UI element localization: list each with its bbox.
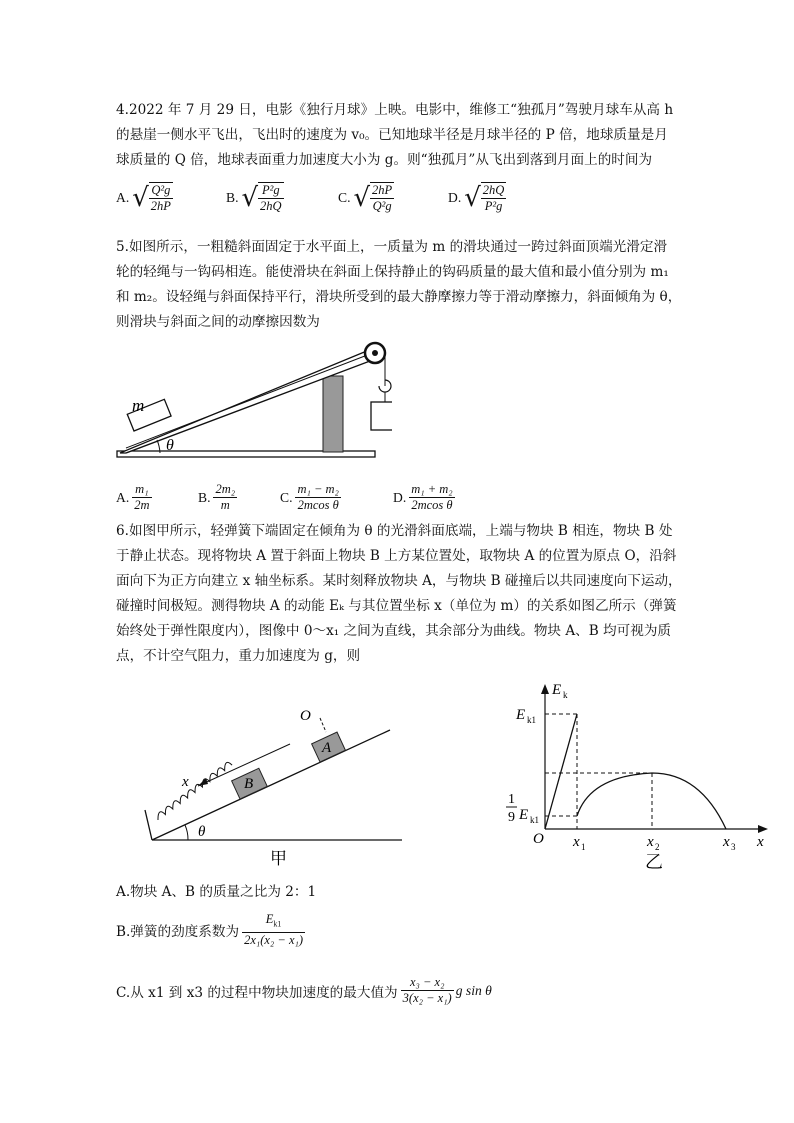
- svg-text:k: k: [563, 690, 568, 700]
- q4-option-c: C. √ $\frac{2hP}{\text{Q²g}}$: [338, 183, 393, 213]
- jia-label-b: B: [244, 776, 254, 792]
- svg-text:1: 1: [581, 842, 586, 852]
- q6-option-b: B.弹簧的劲度系数为 $\frac{E_{k1}}{\text{2x₁(x₂ − x₁)}}$: [116, 912, 304, 947]
- q6-line4: 碰撞时间极短。测得物块 A 的动能 Eₖ 与其位置坐标 x（单位为 m）的关系如图乙所示（弹簧: [116, 598, 677, 614]
- svg-text:k1: k1: [530, 815, 539, 825]
- yi-ninth-num: 1: [508, 792, 515, 807]
- q6-line1: 6.如图甲所示，轻弹簧下端固定在倾角为 θ 的光滑斜面底端，上端与物块 B 相连，物块 B 处: [116, 523, 673, 539]
- yi-x-axis-label: x: [757, 834, 764, 850]
- svg-text:3: 3: [731, 842, 736, 852]
- q5-line4: 则滑块与斜面之间的动摩擦因数为: [116, 314, 320, 330]
- q4-line2: 的悬崖一侧水平飞出，飞出时的速度为 v₀。已知地球半径是月球半径的 P 倍，地球质量是月: [116, 127, 668, 143]
- yi-x3-label: x: [723, 834, 730, 850]
- q5-line1: 5.如图所示，一粗糙斜面固定于水平面上，一质量为 m 的滑块通过一跨过斜面顶端光滑定滑: [116, 239, 668, 255]
- jia-label-a: A: [322, 740, 332, 756]
- q5-option-b: B. $\frac{\text{2m₂}}{m}$: [198, 482, 236, 512]
- q4-line3: 球质量的 Q 倍，地球表面重力加速度大小为 g。则“独孤月”从飞出到落到月面上的时间为: [116, 152, 653, 168]
- figure-yi: [500, 676, 780, 876]
- q6-line3: 面向下为正方向建立 x 轴坐标系。某时刻释放物块 A，与物块 B 碰撞后以共同速度向下运动，: [116, 573, 682, 589]
- q4-option-d: D. √ $\frac{2hQ}{\text{P²g}}$: [448, 183, 505, 213]
- yi-origin-label: O: [533, 831, 544, 847]
- incline-pulley-figure: [112, 336, 392, 466]
- yi-caption: 乙: [645, 852, 663, 872]
- q6-line2: 于静止状态。现将物块 A 置于斜面上物块 B 上方某位置处，取物块 A 的位置为原点 O，沿斜: [116, 548, 677, 564]
- support-pillar: [323, 376, 343, 452]
- svg-text:2: 2: [655, 842, 660, 852]
- q6-option-a: A.物块 A、B 的质量之比为 2：1: [116, 884, 317, 900]
- hook-weight: [371, 402, 392, 430]
- q6-line6: 点，不计空气阻力，重力加速度为 g，则: [116, 648, 361, 664]
- jia-label-o: O: [300, 708, 311, 724]
- figure-jia: [140, 690, 410, 870]
- jia-origin-dash: [320, 718, 326, 732]
- q5-line3: 和 m₂。设轻绳与斜面保持平行，滑块所受到的最大静摩擦力等于滑动摩擦力，斜面倾角为 θ，: [116, 289, 682, 305]
- q6-option-c: C.从 x1 到 x3 的过程中物块加速度的最大值为 $\frac{\text{x₃ − x₂}}{\text{3(x₂ − x₁)}}$ g sin θ: [116, 975, 492, 1005]
- svg-text:k1: k1: [527, 715, 536, 725]
- q5-line2: 轮的轻绳与一钩码相连。能使滑块在斜面上保持静止的钩码质量的最大值和最小值分别为 m₁: [116, 264, 669, 280]
- q6-line5: 始终处于弹性限度内），图像中 0～x₁ 之间为直线，其余部分为曲线。物块 A、B 均可视为质: [116, 623, 672, 639]
- yi-ek1-label: E: [516, 707, 526, 723]
- jia-caption: 甲: [270, 849, 287, 868]
- yi-ninth-ek1: E: [519, 807, 529, 823]
- jia-label-theta: θ: [198, 824, 206, 840]
- q5-option-a: A. $\frac{\text{m₁}}{2m}$: [116, 482, 150, 512]
- jia-wall: [145, 810, 152, 840]
- q5-option-c: C. $\frac{\text{m₁ − m₂}}{\text{2mcos θ}}$: [280, 482, 339, 512]
- q5-option-d: D. $\frac{\text{m₁ + m₂}}{\text{2mcos θ}}$: [393, 482, 453, 512]
- yi-ninth-den: 9: [508, 810, 515, 825]
- yi-x2-label: x: [647, 834, 654, 850]
- jia-label-x: x: [182, 774, 189, 790]
- q4-option-a: A. √ $\frac{\text{Q²g}}{2hP}$: [116, 183, 171, 213]
- q4-line1: 4.2022 年 7 月 29 日，电影《独行月球》上映。电影中，维修工“独孤月”驾驶月球车从高 h: [116, 102, 674, 118]
- angle-label: θ: [166, 437, 174, 454]
- yi-ek-label: E: [552, 682, 562, 698]
- yi-line-segment: [545, 714, 577, 829]
- q4-option-b: B. √ $\frac{\text{P²g}}{2hQ}$: [226, 183, 282, 213]
- mass-label: m: [132, 396, 145, 415]
- jia-spring: [148, 761, 240, 820]
- yi-x1-label: x: [573, 834, 580, 850]
